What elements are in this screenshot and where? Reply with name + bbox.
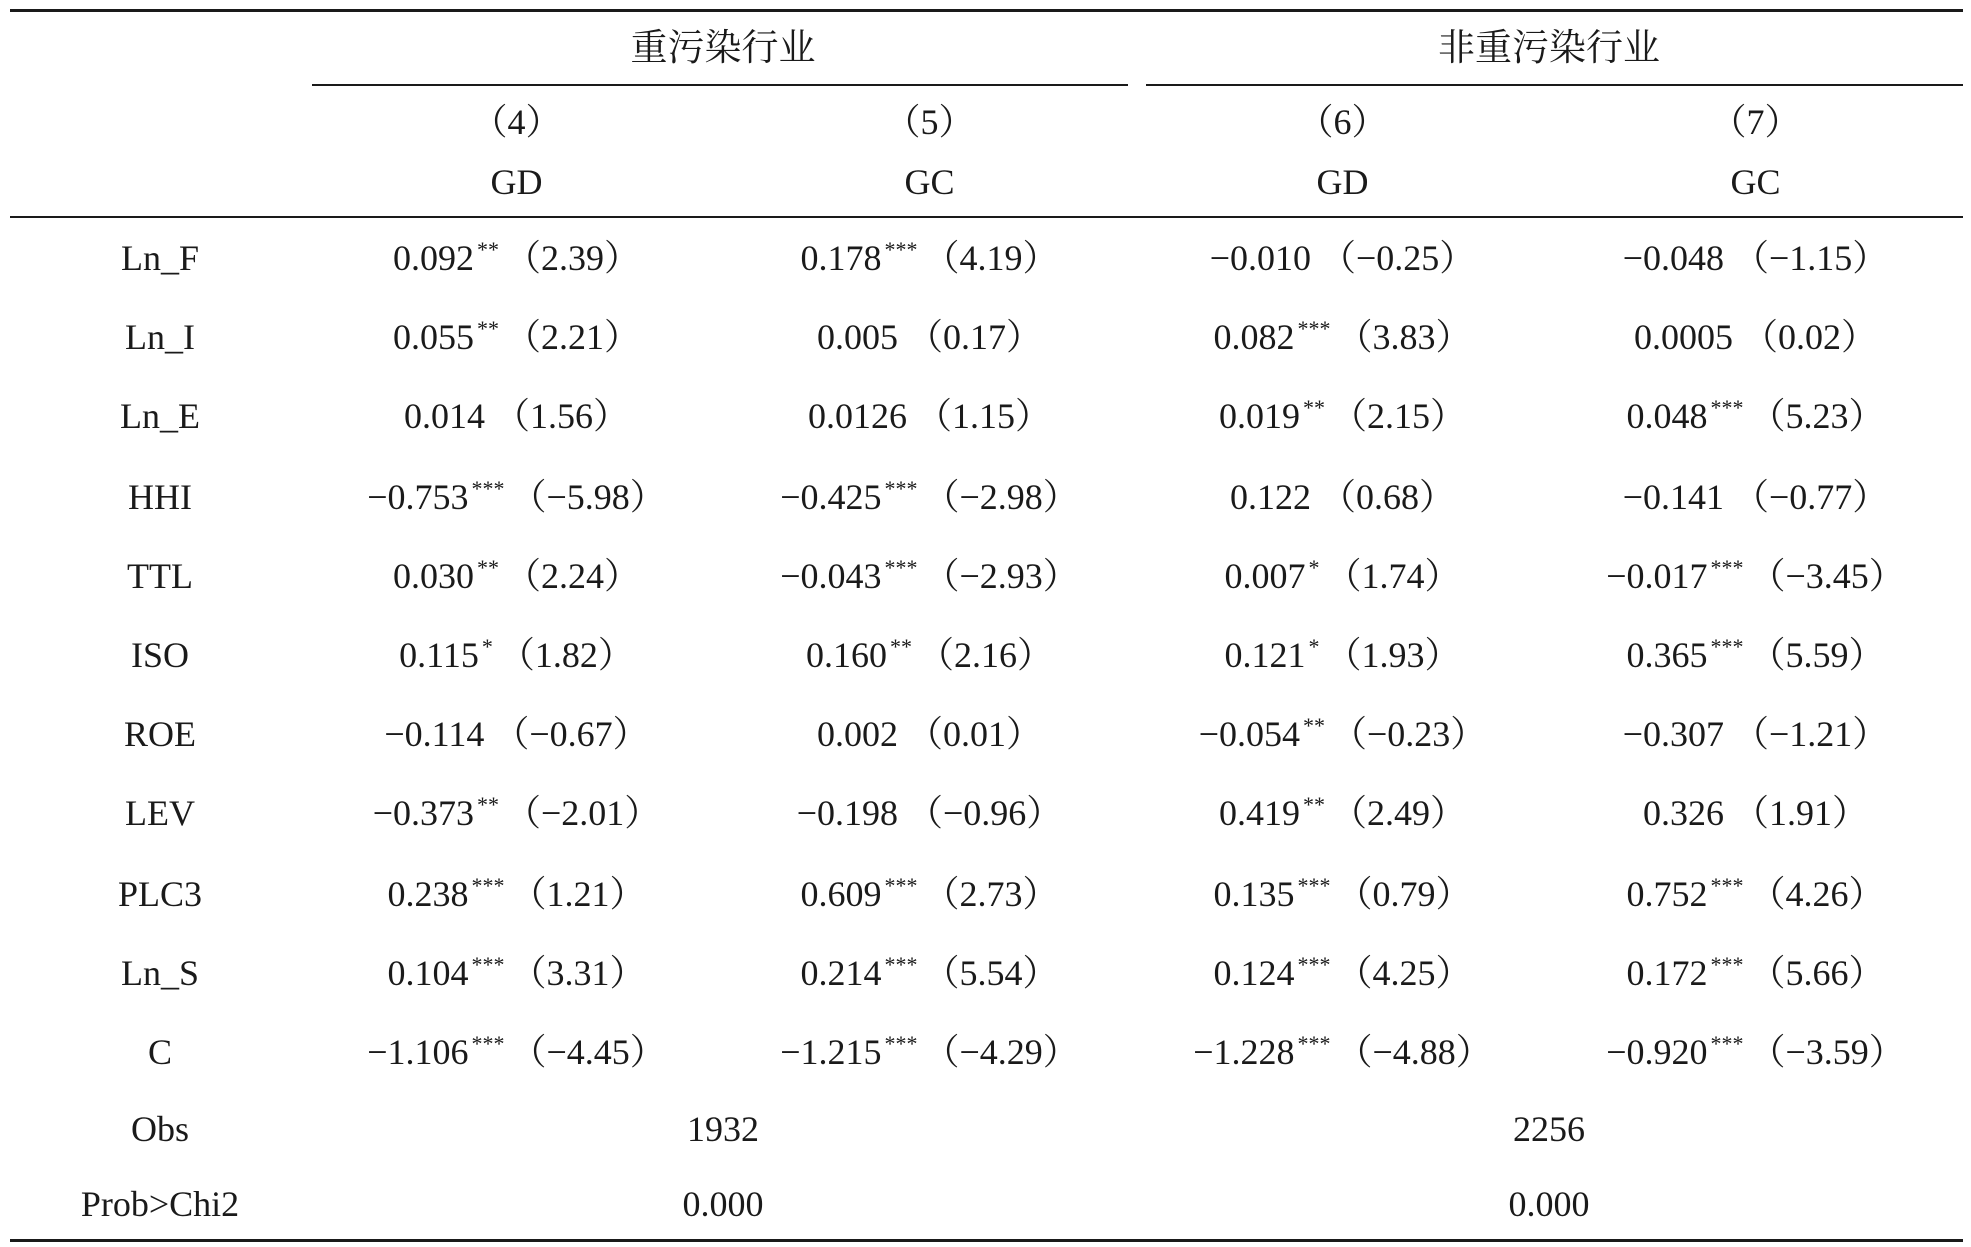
coefficient-value: 0.115 — [399, 635, 479, 675]
coefficient-cell — [723, 555, 1136, 596]
significance-stars: *** — [1297, 952, 1331, 977]
t-statistic: （1.15） — [915, 396, 1051, 436]
significance-stars: *** — [1297, 873, 1331, 898]
coefficient-value: 0.124 — [1213, 953, 1295, 993]
coefficient-value: 0.092 — [392, 238, 474, 278]
group-underline-left — [312, 84, 1128, 86]
coefficient-cell — [723, 634, 1136, 675]
table-row — [10, 467, 1963, 527]
significance-stars: ** — [476, 555, 499, 580]
significance-stars: *** — [471, 952, 505, 977]
coefficient-value: −0.753 — [367, 477, 469, 517]
coefficient-value: 0.135 — [1213, 874, 1295, 914]
coefficient-cell — [723, 952, 1136, 993]
column-variable: GC — [1730, 162, 1781, 202]
column-number: （7） — [1710, 102, 1801, 142]
coefficient-value: 0.055 — [392, 317, 474, 357]
t-statistic: （2.24） — [504, 556, 640, 596]
coefficient-cell — [310, 952, 723, 993]
coefficient-value: −0.010 — [1209, 238, 1311, 278]
t-statistic: （1.74） — [1325, 556, 1461, 596]
table-row — [10, 386, 1963, 446]
coefficient-cell — [310, 555, 723, 596]
coefficient-cell — [1549, 634, 1962, 675]
coefficient-value: −0.141 — [1622, 477, 1724, 517]
coefficient-cell — [1136, 952, 1549, 993]
coefficient-value: 0.172 — [1626, 953, 1708, 993]
table-row — [10, 943, 1963, 1003]
group-header-row — [10, 18, 1963, 78]
coefficient-value: 0.104 — [387, 953, 469, 993]
t-statistic: （−0.25） — [1320, 238, 1476, 278]
coefficient-cell — [723, 716, 1136, 752]
coefficient-value: 0.365 — [1626, 635, 1708, 675]
coefficient-cell — [1136, 395, 1549, 436]
significance-stars: *** — [1710, 395, 1744, 420]
table-row — [10, 546, 1963, 606]
coefficient-value: −1.228 — [1193, 1032, 1295, 1072]
significance-stars: *** — [1710, 873, 1744, 898]
table-row — [10, 625, 1963, 685]
obs-value-heavy: 1932 — [687, 1109, 759, 1149]
table-row — [10, 704, 1963, 764]
column-variable: GD — [490, 162, 543, 202]
t-statistic: （−3.45） — [1749, 556, 1905, 596]
coefficient-cell — [1136, 634, 1549, 675]
significance-stars: *** — [1710, 555, 1744, 580]
obs-value-non-heavy: 2256 — [1513, 1109, 1585, 1149]
table-row — [10, 783, 1963, 843]
t-statistic: （2.21） — [504, 317, 640, 357]
coefficient-cell — [723, 873, 1136, 914]
row-label: HHI — [128, 477, 192, 517]
significance-stars: *** — [1297, 316, 1331, 341]
significance-stars: *** — [1710, 952, 1744, 977]
coefficient-cell — [723, 1031, 1136, 1072]
t-statistic: （4.19） — [923, 238, 1059, 278]
significance-stars: *** — [471, 1031, 505, 1056]
coefficient-cell — [1549, 555, 1962, 596]
coefficient-value: 0.160 — [805, 635, 887, 675]
significance-stars: *** — [1710, 1031, 1744, 1056]
coefficient-cell — [1549, 479, 1962, 515]
coefficient-value: −0.017 — [1606, 556, 1708, 596]
coefficient-cell — [723, 398, 1136, 434]
coefficient-value: 0.048 — [1626, 396, 1708, 436]
t-statistic: （1.56） — [493, 396, 629, 436]
coefficient-cell — [1549, 716, 1962, 752]
coefficient-cell — [310, 873, 723, 914]
significance-stars: *** — [884, 237, 918, 262]
coefficient-value: −1.106 — [367, 1032, 469, 1072]
t-statistic: （3.83） — [1336, 317, 1472, 357]
header-rule — [10, 216, 1963, 218]
t-statistic: （5.66） — [1749, 953, 1885, 993]
coefficient-cell — [1549, 873, 1962, 914]
t-statistic: （−4.29） — [923, 1032, 1079, 1072]
t-statistic: （2.39） — [504, 238, 640, 278]
coefficient-value: 0.419 — [1218, 793, 1300, 833]
significance-stars: *** — [471, 873, 505, 898]
coefficient-cell — [1549, 319, 1962, 355]
coefficient-cell — [723, 319, 1136, 355]
t-statistic: （0.79） — [1336, 874, 1472, 914]
coefficient-value: 0.752 — [1626, 874, 1708, 914]
t-statistic: （−2.93） — [923, 556, 1079, 596]
prob-chi2-row — [10, 1174, 1963, 1234]
coefficient-cell — [1549, 795, 1962, 831]
coefficient-cell — [1549, 395, 1962, 436]
significance-stars: *** — [884, 476, 918, 501]
table-row — [10, 1022, 1963, 1082]
coefficient-cell — [310, 398, 723, 434]
coefficient-value: 0.030 — [392, 556, 474, 596]
column-number: （6） — [1297, 102, 1388, 142]
significance-stars: ** — [476, 316, 499, 341]
significance-stars: *** — [884, 1031, 918, 1056]
t-statistic: （4.26） — [1749, 874, 1885, 914]
column-number: （5） — [884, 102, 975, 142]
significance-stars: ** — [1302, 792, 1325, 817]
coefficient-value: 0.214 — [800, 953, 882, 993]
t-statistic: （1.93） — [1325, 635, 1461, 675]
coefficient-cell — [723, 476, 1136, 517]
row-label: LEV — [125, 793, 195, 833]
significance-stars: *** — [884, 952, 918, 977]
significance-stars: *** — [1297, 1031, 1331, 1056]
coefficient-value: 0.122 — [1229, 477, 1311, 517]
coefficient-cell — [1136, 316, 1549, 357]
t-statistic: （−0.77） — [1733, 477, 1889, 517]
coefficient-value: −0.114 — [384, 714, 485, 754]
coefficient-value: −0.198 — [796, 793, 898, 833]
significance-stars: * — [481, 634, 493, 659]
t-statistic: （−2.98） — [923, 477, 1079, 517]
t-statistic: （2.73） — [923, 874, 1059, 914]
coefficient-value: 0.326 — [1642, 793, 1724, 833]
table-row — [10, 864, 1963, 924]
row-label: Obs — [130, 1109, 189, 1149]
t-statistic: （0.68） — [1319, 477, 1455, 517]
row-label: Ln_I — [125, 317, 195, 357]
coefficient-cell — [1136, 792, 1549, 833]
group-underline-right — [1146, 84, 1963, 86]
coefficient-value: −0.043 — [780, 556, 882, 596]
coefficient-cell — [1136, 479, 1549, 515]
coefficient-value: 0.121 — [1224, 635, 1306, 675]
coefficient-value: 0.0126 — [807, 396, 907, 436]
t-statistic: （2.16） — [917, 635, 1053, 675]
coefficient-cell — [723, 795, 1136, 831]
significance-stars: *** — [884, 555, 918, 580]
prob-value-non-heavy: 0.000 — [1508, 1184, 1590, 1224]
coefficient-value: 0.005 — [816, 317, 898, 357]
coefficient-cell — [1549, 1031, 1962, 1072]
significance-stars: * — [1308, 634, 1320, 659]
row-label: PLC3 — [117, 874, 203, 914]
significance-stars: * — [1308, 555, 1320, 580]
t-statistic: （−4.45） — [510, 1032, 666, 1072]
row-label: Ln_S — [120, 953, 199, 993]
coefficient-cell — [1549, 952, 1962, 993]
coefficient-value: −0.920 — [1606, 1032, 1708, 1072]
coefficient-cell — [310, 237, 723, 278]
t-statistic: （1.91） — [1732, 793, 1868, 833]
t-statistic: （0.01） — [906, 714, 1042, 754]
row-label: TTL — [127, 556, 193, 596]
significance-stars: ** — [889, 634, 912, 659]
significance-stars: ** — [1302, 395, 1325, 420]
row-label: Prob>Chi2 — [80, 1184, 240, 1224]
t-statistic: （−1.15） — [1733, 238, 1889, 278]
t-statistic: （−5.98） — [510, 477, 666, 517]
t-statistic: （5.54） — [923, 953, 1059, 993]
t-statistic: （2.49） — [1330, 793, 1466, 833]
t-statistic: （0.17） — [906, 317, 1042, 357]
coefficient-value: −0.307 — [1622, 714, 1724, 754]
coefficient-value: 0.002 — [816, 714, 898, 754]
coefficient-cell — [1136, 555, 1549, 596]
table-row — [10, 307, 1963, 367]
coefficient-cell — [1136, 1031, 1549, 1072]
coefficient-cell — [1136, 713, 1549, 754]
table-row — [10, 228, 1963, 288]
coefficient-cell — [723, 237, 1136, 278]
coefficient-value: −0.054 — [1198, 714, 1300, 754]
coefficient-cell — [1549, 240, 1962, 276]
coefficient-value: −0.048 — [1622, 238, 1724, 278]
significance-stars: ** — [476, 237, 499, 262]
t-statistic: （3.31） — [510, 953, 646, 993]
t-statistic: （−2.01） — [505, 793, 661, 833]
row-label: Ln_F — [120, 238, 199, 278]
table-top-rule — [10, 9, 1963, 12]
coefficient-value: 0.238 — [387, 874, 469, 914]
t-statistic: （−3.59） — [1749, 1032, 1905, 1072]
row-label: C — [147, 1032, 172, 1072]
t-statistic: （0.02） — [1741, 317, 1877, 357]
coefficient-value: 0.178 — [800, 238, 882, 278]
column-variable: GD — [1316, 162, 1369, 202]
coefficient-cell — [310, 1031, 723, 1072]
coefficient-value: 0.019 — [1218, 396, 1300, 436]
table-bottom-rule — [10, 1239, 1963, 1242]
column-variable-row — [10, 152, 1963, 212]
t-statistic: （−1.21） — [1733, 714, 1889, 754]
coefficient-cell — [1136, 240, 1549, 276]
coefficient-cell — [310, 476, 723, 517]
significance-stars: ** — [1303, 713, 1325, 738]
row-label: ISO — [130, 635, 189, 675]
coefficient-value: 0.609 — [800, 874, 882, 914]
coefficient-value: 0.082 — [1213, 317, 1295, 357]
column-number-row — [10, 92, 1963, 152]
t-statistic: （5.59） — [1749, 635, 1885, 675]
prob-value-heavy: 0.000 — [682, 1184, 764, 1224]
coefficient-value: 0.014 — [403, 396, 485, 436]
column-variable: GC — [904, 162, 955, 202]
t-statistic: （−0.23） — [1331, 714, 1487, 754]
obs-row — [10, 1099, 1963, 1159]
group-header-non-heavy-pollution: 非重污染行业 — [1438, 27, 1660, 69]
significance-stars: *** — [471, 476, 505, 501]
coefficient-value: −1.215 — [780, 1032, 882, 1072]
coefficient-value: −0.373 — [372, 793, 474, 833]
t-statistic: （4.25） — [1336, 953, 1472, 993]
t-statistic: （2.15） — [1330, 396, 1466, 436]
coefficient-value: −0.425 — [780, 477, 882, 517]
coefficient-cell — [1136, 873, 1549, 914]
t-statistic: （1.21） — [510, 874, 646, 914]
t-statistic: （1.82） — [498, 635, 634, 675]
significance-stars: *** — [1710, 634, 1744, 659]
row-label: ROE — [124, 714, 196, 754]
coefficient-cell — [310, 634, 723, 675]
significance-stars: ** — [477, 792, 499, 817]
t-statistic: （−4.88） — [1336, 1032, 1492, 1072]
coefficient-cell — [310, 716, 723, 752]
t-statistic: （−0.67） — [493, 714, 649, 754]
t-statistic: （−0.96） — [907, 793, 1063, 833]
coefficient-cell — [310, 792, 723, 833]
column-number: （4） — [471, 102, 562, 142]
coefficient-cell — [310, 316, 723, 357]
coefficient-value: 0.007 — [1224, 556, 1306, 596]
t-statistic: （5.23） — [1749, 396, 1885, 436]
significance-stars: *** — [884, 873, 918, 898]
row-label: Ln_E — [120, 396, 200, 436]
coefficient-value: 0.0005 — [1633, 317, 1733, 357]
group-header-heavy-pollution: 重污染行业 — [630, 27, 816, 69]
